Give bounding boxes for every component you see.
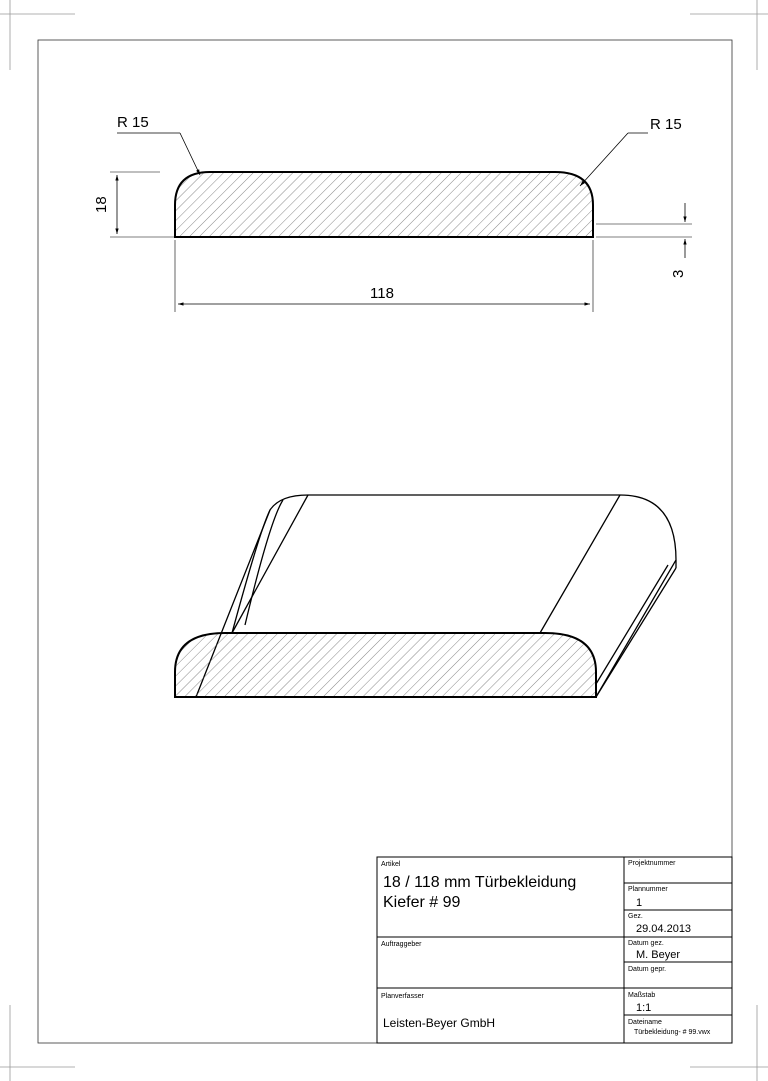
plannummer-label: Plannummer [628, 886, 668, 893]
planverfasser-label: Planverfasser [381, 993, 424, 1000]
height-dimension: 18 [93, 196, 110, 213]
dateiname-label: Dateiname [628, 1019, 662, 1026]
section-profile [175, 172, 593, 237]
radius-label-right: R 15 [650, 116, 682, 133]
planverfasser-value: Leisten-Beyer GmbH [383, 1016, 496, 1030]
width-dimension: 118 [370, 285, 394, 302]
plannummer-value: 1 [636, 897, 643, 909]
massstab-label: Maßstab [628, 992, 656, 999]
artikel-label: Artikel [381, 861, 401, 868]
artikel-line2: Kiefer # 99 [383, 894, 461, 911]
artikel-line1: 18 / 118 mm Türbekleidung [383, 874, 577, 891]
offset-dimension: 3 [670, 269, 687, 278]
datum-gepr-label: Datum gepr. [628, 966, 667, 973]
gez-label: Gez. [628, 913, 643, 920]
datum-gez-value: M. Beyer [636, 949, 681, 961]
radius-label-left: R 15 [117, 114, 149, 131]
dateiname-value: Türbekleidung- # 99.vwx [634, 1029, 711, 1036]
auftraggeber-label: Auftraggeber [381, 941, 422, 948]
isometric-section-face [175, 633, 596, 697]
cross-section-view [93, 114, 692, 312]
projektnummer-label: Projektnummer [628, 860, 676, 867]
datum-gez-label: Datum gez. [628, 940, 664, 947]
massstab-value: 1:1 [636, 1002, 652, 1014]
gez-value: 29.04.2013 [636, 923, 692, 935]
